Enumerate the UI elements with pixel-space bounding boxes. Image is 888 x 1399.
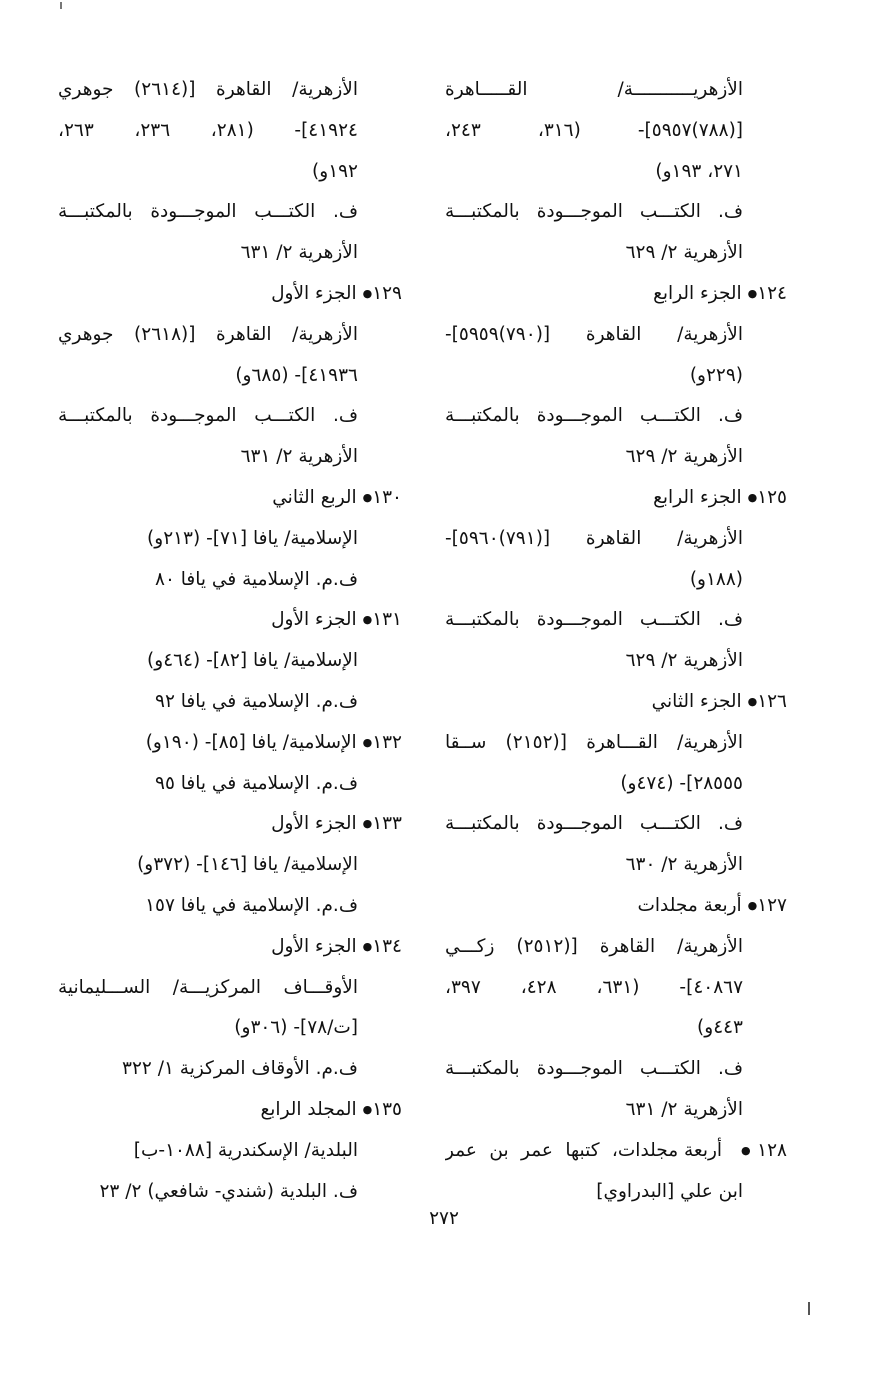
entry-number: ١٣٣	[372, 813, 402, 835]
left-column	[58, 70, 402, 1212]
entry-text: ٤١٩٣٦]- (٦٨٥و)	[235, 364, 358, 386]
entry-heading	[58, 1090, 402, 1131]
entry-text: الجزء الأول	[271, 935, 357, 957]
entry-number: ١٢٩	[372, 282, 402, 304]
entry-line	[445, 233, 787, 274]
entry-text: ف. الكتـــب الموجـــودة بالمكتبـــة	[58, 201, 358, 223]
bullet-icon: ●	[362, 286, 373, 300]
entry-text: الإسلامية/ يافا [٧١]- (٢١٣و)	[147, 527, 358, 549]
entry-text: الأزهرية ٢/ ٦٣٠	[625, 854, 743, 876]
entry-line	[445, 641, 787, 682]
entry-text: ف.م. الإسلامية في يافا ١٥٧	[145, 894, 358, 916]
entry-line	[58, 437, 402, 478]
entry-text: الأزهرية ٢/ ٦٣١	[625, 1098, 743, 1120]
entry-heading	[58, 927, 402, 968]
entry-line	[445, 396, 787, 437]
entry-text: الجزء الأول	[271, 282, 357, 304]
entry-line	[58, 764, 402, 805]
entry-text: ف.م. الأوقاف المركزية ١/ ٣٢٢	[122, 1058, 358, 1080]
bullet-icon: ●	[747, 694, 758, 708]
entry-line	[58, 356, 402, 397]
entry-heading	[445, 682, 787, 723]
entry-text: الأزهرية/ القاهرة [(٢٥١٢) زكـــي	[445, 935, 743, 957]
entry-text: ف. الكتـــب الموجـــودة بالمكتبـــة	[445, 813, 743, 835]
entry-text: الأزهرية ٢/ ٦٢٩	[625, 242, 743, 264]
entry-number: ١٢٦	[757, 690, 787, 712]
bullet-icon: ●	[747, 490, 758, 504]
entry-text: الأزهرية/ القـــاهرة [(٢١٥٢) ســقا	[445, 731, 743, 753]
entry-line	[58, 1049, 402, 1090]
entry-text: [ت/٧٨]- (٣٠٦و)	[234, 1017, 358, 1039]
entry-line	[445, 1008, 787, 1049]
entry-text: الأزهرية ٢/ ٦٢٩	[625, 650, 743, 672]
entry-number: ١٣٠	[372, 486, 402, 508]
entry-line	[58, 396, 402, 437]
entry-text: الجزء الرابع	[653, 486, 742, 508]
entry-line	[58, 315, 402, 356]
entry-text: ٤٤٣و)	[697, 1017, 743, 1039]
entry-line	[445, 152, 787, 193]
entry-line	[58, 1131, 402, 1172]
entry-text: [(٧٨٨)٥٩٥٧]- (٣١٦، ٢٤٣،	[445, 119, 743, 141]
bullet-icon: ●	[362, 1102, 373, 1116]
entry-text: الأزهرية/ القاهرة [(٢٦١٨) جوهري	[58, 323, 358, 345]
entry-heading	[445, 478, 787, 519]
entry-heading	[445, 274, 787, 315]
entry-text: ف.م. الإسلامية في يافا ٩٥	[155, 772, 358, 794]
entry-text: الجزء الأول	[271, 609, 357, 631]
entry-text: ف. الكتـــب الموجـــودة بالمكتبـــة	[445, 609, 743, 631]
entry-line	[58, 682, 402, 723]
entry-line	[445, 927, 787, 968]
entry-text: الجزء الثاني	[651, 690, 742, 712]
entry-heading	[58, 274, 402, 315]
bullet-icon: ●	[362, 817, 373, 831]
entry-text: الإسلامية/ يافا [٨٥]- (١٩٠و)	[145, 731, 357, 753]
entry-line	[58, 192, 402, 233]
entry-line	[58, 70, 402, 111]
entry-line	[445, 804, 787, 845]
entry-line	[445, 600, 787, 641]
entry-text: ابن علي [البدراوي]	[596, 1180, 743, 1202]
bullet-icon: ●	[747, 286, 758, 300]
bullet-icon: ●	[362, 613, 373, 627]
entry-text: الأوقـــاف المركزيـــة/ الســـليمانية	[58, 976, 358, 998]
entry-number: ١٢٧	[757, 894, 787, 916]
entry-heading	[58, 804, 402, 845]
entry-text: ف. الكتـــب الموجـــودة بالمكتبـــة	[445, 201, 743, 223]
entry-heading	[445, 1131, 787, 1172]
entry-line	[58, 1172, 402, 1213]
entry-line	[58, 233, 402, 274]
entry-line	[58, 845, 402, 886]
entry-text: ف. الكتـــب الموجـــودة بالمكتبـــة	[445, 405, 743, 427]
entry-text: أربعة مجلدات، كتبها عمر بن عمر	[445, 1139, 723, 1161]
entry-text: ف. الكتـــب الموجـــودة بالمكتبـــة	[445, 1058, 743, 1080]
entry-line	[445, 845, 787, 886]
entry-number: ١٢٥	[757, 486, 787, 508]
entry-number: ١٢٤	[757, 282, 787, 304]
entry-text: ف.م. الإسلامية في يافا ٩٢	[155, 690, 358, 712]
page-number: ٢٧٢	[429, 1208, 459, 1229]
entry-text: الجزء الأول	[271, 813, 357, 835]
entry-line	[445, 1090, 787, 1131]
entry-number: ١٣٤	[372, 935, 402, 957]
entry-line	[58, 519, 402, 560]
entry-line	[58, 968, 402, 1009]
entry-line	[445, 315, 787, 356]
bullet-icon: ●	[362, 490, 373, 504]
scan-mark	[808, 1302, 810, 1315]
entry-text: ٤١٩٢٤]- (٢٨١، ٢٣٦، ٢٦٣،	[58, 119, 358, 141]
entry-text: ف. الكتـــب الموجـــودة بالمكتبـــة	[58, 405, 358, 427]
entry-text: (٢٢٩و)	[689, 364, 743, 386]
entry-line	[445, 192, 787, 233]
entry-text: الإسلامية/ يافا [٨٢]- (٤٦٤و)	[147, 650, 358, 672]
entry-text: ١٩٢و)	[312, 160, 358, 182]
entry-text: الأزهرية ٢/ ٦٢٩	[625, 446, 743, 468]
entry-line	[445, 764, 787, 805]
entry-number: ١٣١	[372, 609, 402, 631]
bullet-icon: ●	[362, 735, 373, 749]
entry-line	[58, 641, 402, 682]
entry-line	[445, 1049, 787, 1090]
entry-line	[445, 70, 787, 111]
entry-text: (١٨٨و)	[689, 568, 743, 590]
entry-text: الأزهرية/ القاهرة [(٧٩١)٥٩٦٠]-	[445, 527, 743, 549]
entry-line	[58, 886, 402, 927]
entry-line	[58, 560, 402, 601]
entry-text: ف.م. الإسلامية في يافا ٨٠	[155, 568, 358, 590]
entry-line	[445, 1172, 787, 1213]
bullet-icon: ●	[747, 898, 758, 912]
entry-line	[58, 152, 402, 193]
entry-text: الأزهريـــــــــــة/ القـــــاهرة	[445, 79, 743, 100]
entry-text: ٢٨٥٥٥]- (٤٧٤و)	[620, 772, 743, 794]
entry-number: ١٣٢	[372, 731, 402, 753]
entry-line	[445, 968, 787, 1009]
entry-text: أربعة مجلدات	[637, 894, 742, 916]
entry-text: البلدية/ الإسكندرية [١٠٨٨-ب]	[133, 1139, 358, 1161]
entry-text: ٢٧١، ١٩٣و)	[655, 160, 743, 182]
entry-text: الأزهرية ٢/ ٦٣١	[240, 446, 358, 468]
entry-line	[445, 111, 787, 152]
entry-heading	[445, 886, 787, 927]
entry-line	[445, 356, 787, 397]
entry-line	[445, 519, 787, 560]
bullet-icon: ●	[362, 939, 373, 953]
bullet-icon: ●	[734, 1143, 758, 1157]
entry-text: الأزهرية/ القاهرة [(٢٦١٤) جوهري	[58, 79, 358, 100]
entry-text: الجزء الرابع	[653, 282, 742, 304]
entry-line	[58, 111, 402, 152]
entry-line	[58, 1008, 402, 1049]
entry-text: ف. البلدية (شندي- شافعي) ٢/ ٢٣	[99, 1180, 358, 1202]
entry-heading	[58, 600, 402, 641]
scan-mark	[60, 2, 62, 9]
entry-text: الإسلامية/ يافا [١٤٦]- (٣٧٢و)	[137, 854, 358, 876]
entry-text: ٤٠٨٦٧]- (٦٣١، ٤٢٨، ٣٩٧،	[445, 976, 744, 998]
right-column	[445, 70, 787, 1212]
entry-text: الربع الثاني	[272, 486, 357, 508]
entry-line	[445, 560, 787, 601]
entry-number: ١٢٨	[757, 1139, 787, 1161]
entry-text: الأزهرية ٢/ ٦٣١	[240, 242, 358, 264]
entry-text: المجلد الرابع	[260, 1098, 357, 1120]
entry-heading	[58, 478, 402, 519]
entry-line	[445, 437, 787, 478]
entry-heading	[58, 723, 402, 764]
entry-line	[445, 723, 787, 764]
entry-text: الأزهرية/ القاهرة [(٧٩٠)٥٩٥٩]-	[445, 323, 743, 345]
entry-number: ١٣٥	[372, 1098, 402, 1120]
